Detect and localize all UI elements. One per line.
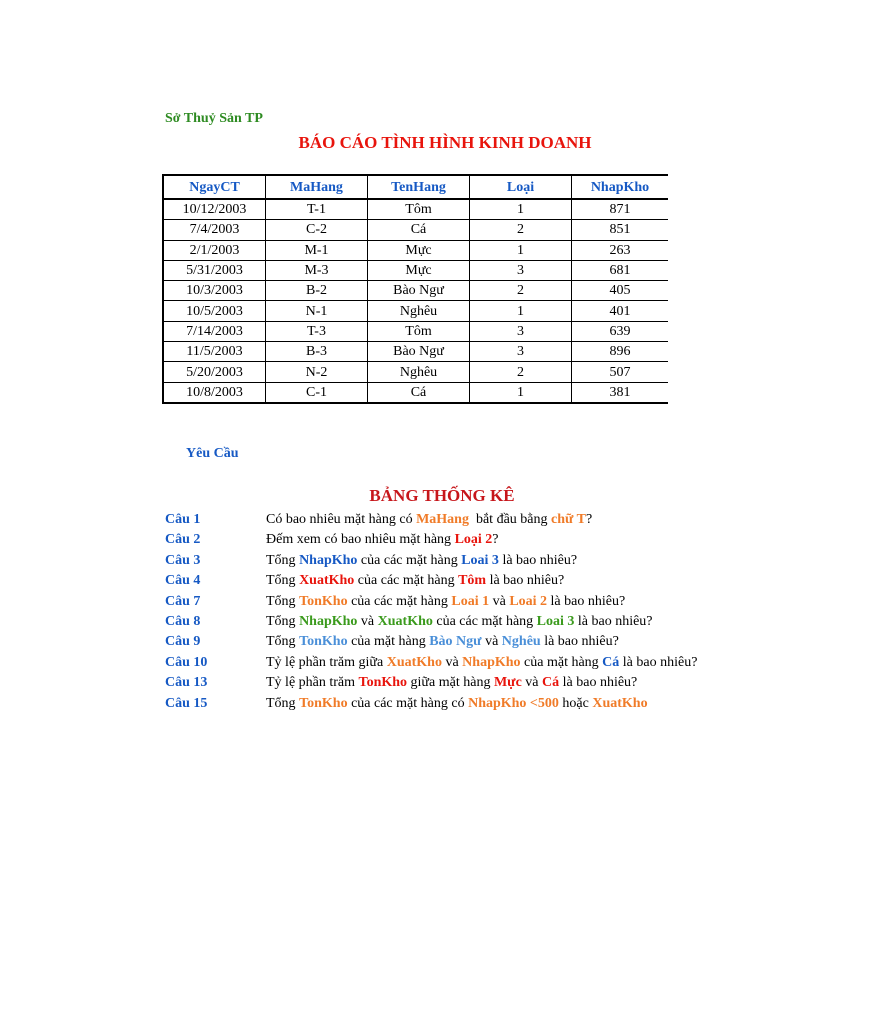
table-row [163,342,668,362]
table-row [163,321,668,341]
question-text-segment: là bao nhiêu? [540,634,619,650]
highlighted-term: Loai 1 [451,593,490,609]
table-cell: 3 [470,342,572,362]
question-text-segment: là bao nhiêu? [547,593,626,609]
table-row [163,382,668,403]
question-text [266,592,625,612]
table-cell: 2/1/2003 [163,240,266,260]
highlighted-term: XuatKho [386,654,442,670]
table-cell: 381 [572,382,669,403]
table-cell: Bào Ngư [368,342,470,362]
table-header-row [163,175,668,199]
question-text-segment: và [441,654,463,670]
question-row [165,632,668,652]
table-cell: 1 [470,199,572,220]
question-text-segment: Tỷ lệ phần trăm [266,675,359,691]
highlighted-term: Loai 3 [461,552,499,568]
table-cell: 11/5/2003 [163,342,266,362]
question-text-segment: của các mặt hàng [432,613,537,629]
table-cell: 10/8/2003 [163,382,266,403]
highlighted-term: Cá [602,654,620,670]
column-header-ngayct: NgayCT [163,175,266,199]
table-cell: 10/3/2003 [163,281,266,301]
question-text [266,571,564,591]
highlighted-term: Loai 3 [536,613,575,629]
statistics-title: BẢNG THỐNG KÊ [369,486,515,505]
question-text-segment: Tổng [266,613,300,629]
table-row [163,362,668,382]
question-text [266,530,499,550]
highlighted-term: TonKho [358,675,408,691]
highlighted-term: Loai 2 [509,593,548,609]
column-header-loai: Loại [470,175,572,199]
table-cell: 7/4/2003 [163,220,266,240]
question-row [165,653,698,673]
highlighted-term: NhapKho [462,654,521,670]
highlighted-term: TonKho [299,634,348,650]
table-body [163,199,668,403]
table-cell: B-2 [266,281,368,301]
question-label: Câu 8 [165,613,201,629]
question-text [266,632,619,652]
question-text [266,612,653,632]
table-cell: 10/12/2003 [163,199,266,220]
question-row [165,510,668,530]
highlighted-term: NhapKho [299,552,358,568]
question-row [165,694,668,714]
table-cell: 639 [572,321,669,341]
table-cell: Bào Ngư [368,281,470,301]
question-text-segment: giữa mặt hàng [407,675,494,691]
table-cell: Mực [368,260,470,280]
highlighted-term: TonKho [299,593,348,609]
table-cell: Tôm [368,321,470,341]
highlighted-term: NhapKho [299,613,358,629]
table-cell: 871 [572,199,669,220]
table-cell: 3 [470,260,572,280]
table-cell: 10/5/2003 [163,301,266,321]
table-cell: C-2 [266,220,368,240]
question-text-segment: Tổng [266,552,300,568]
table-row [163,281,668,301]
question-row [165,592,668,612]
question-text-segment: Tỷ lệ phần trăm giữa [266,654,387,670]
table-cell: 1 [470,382,572,403]
question-text-segment: Có bao nhiêu mặt hàng có [266,512,417,527]
table-cell: 5/20/2003 [163,362,266,382]
question-label: Câu 9 [165,634,201,650]
question-text-segment: của các mặt hàng [357,552,462,568]
question-text-segment: Tổng [266,573,300,589]
question-row [165,530,668,550]
highlighted-term: chữ T [551,512,586,527]
table-cell: T-3 [266,321,368,341]
highlighted-term: Tôm [458,573,487,589]
question-text-segment: ? [492,532,499,548]
table-cell: B-3 [266,342,368,362]
question-text [266,694,648,714]
table-cell: 507 [572,362,669,382]
question-text-segment: bắt đầu bằng [468,512,551,527]
highlighted-term: MaHang [416,512,469,527]
table-cell: 2 [470,362,572,382]
question-text [266,673,637,693]
question-text-segment: và [489,593,510,609]
column-header-mahang: MaHang [266,175,368,199]
table-cell: 405 [572,281,669,301]
highlighted-term: Loại 2 [454,532,493,548]
question-text-segment: Tổng [266,634,300,650]
highlighted-term: XuatKho [377,613,433,629]
question-label: Câu 2 [165,532,201,548]
question-text-segment: là bao nhiêu? [559,675,638,691]
question-label: Câu 3 [165,552,201,568]
table-cell: T-1 [266,199,368,220]
question-label: Câu 7 [165,593,201,609]
question-text-segment: của mặt hàng [347,634,430,650]
question-row [165,673,668,693]
table-cell: 2 [470,220,572,240]
table-cell: 3 [470,321,572,341]
column-header-tenhang: TenHang [368,175,470,199]
question-text-segment: của các mặt hàng [354,573,459,589]
highlighted-term: Mực [493,675,522,691]
table-cell: M-1 [266,240,368,260]
table-cell: 681 [572,260,669,280]
question-row [165,612,668,632]
highlighted-term: Bào Ngư [429,634,482,650]
table-cell: 401 [572,301,669,321]
question-label: Câu 15 [165,695,208,711]
table-cell: 5/31/2003 [163,260,266,280]
report-title: BÁO CÁO TÌNH HÌNH KINH DOANH [298,133,592,152]
table-row [163,240,668,260]
highlighted-term: XuatKho [592,695,648,711]
table-cell: Nghêu [368,301,470,321]
question-text [266,653,697,673]
table-cell: N-1 [266,301,368,321]
question-text-segment: Đếm xem có bao nhiêu mặt hàng [266,532,455,548]
question-text [266,551,577,571]
question-label: Câu 13 [165,675,208,691]
table-cell: Tôm [368,199,470,220]
question-text-segment: ? [586,512,593,527]
question-text-segment: và [481,634,502,650]
table-cell: Nghêu [368,362,470,382]
question-label: Câu 4 [165,573,201,589]
highlighted-term: NhapKho <500 [468,695,559,711]
question-text-segment: và [521,675,543,691]
question-text-segment: của các mặt hàng [347,593,452,609]
table-cell: 896 [572,342,669,362]
question-text-segment: là bao nhiêu? [486,573,565,589]
question-text-segment: là bao nhiêu? [498,552,578,568]
table-row [163,199,668,220]
question-text-segment: là bao nhiêu? [574,613,653,629]
table-cell: N-2 [266,362,368,382]
table-row [163,220,668,240]
table-cell: 2 [470,281,572,301]
highlighted-term: Cá [542,675,560,691]
table-cell: 1 [470,240,572,260]
table-row [163,260,668,280]
table-cell: Cá [368,220,470,240]
highlighted-term: XuatKho [299,573,355,589]
question-list [165,510,698,714]
question-text-segment: hoặc [558,695,593,711]
table-cell: 7/14/2003 [163,321,266,341]
question-text-segment: của các mặt hàng có [347,695,469,711]
question-row [165,551,668,571]
highlighted-term: Nghêu [501,634,541,650]
table-cell: C-1 [266,382,368,403]
table-cell: M-3 [266,260,368,280]
table-cell: Mực [368,240,470,260]
question-text-segment: Tổng [266,593,300,609]
question-text-segment: là bao nhiêu? [619,654,698,670]
table-cell: Cá [368,382,470,403]
question-text-segment: của mặt hàng [520,654,603,670]
highlighted-term: TonKho [299,695,348,711]
table-row [163,301,668,321]
table-cell: 263 [572,240,669,260]
organization-name: Sở Thuỷ Sản TP [165,111,263,126]
question-label: Câu 10 [165,654,208,670]
question-label: Câu 1 [165,512,201,527]
table-cell: 851 [572,220,669,240]
sales-table [162,174,668,404]
table-cell: 1 [470,301,572,321]
question-text [266,510,592,530]
requirements-label: Yêu Cầu [186,446,239,461]
question-row [165,571,668,591]
column-header-nhapkho: NhapKho [572,175,669,199]
question-text-segment: và [357,613,378,629]
question-text-segment: Tổng [266,695,300,711]
